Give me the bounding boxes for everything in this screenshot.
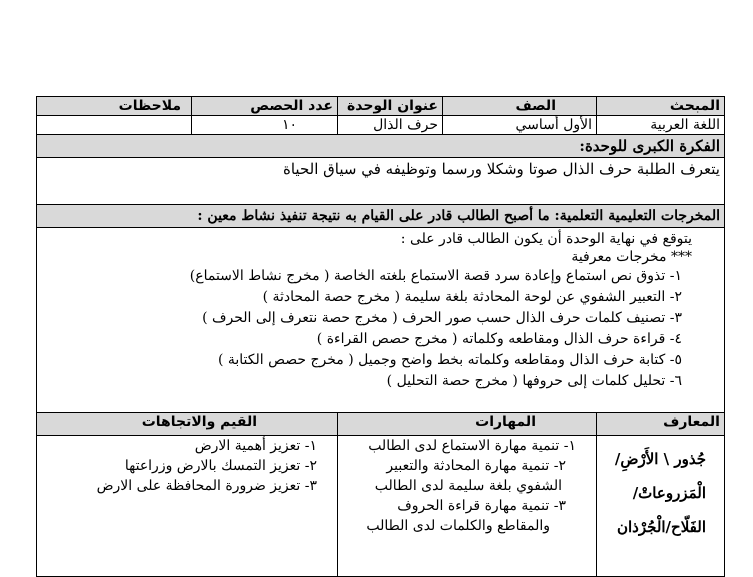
info-row (37, 116, 725, 135)
header-sessions: عدد الحصص (192, 97, 338, 116)
outcomes-subhead: *** مخرجات معرفية (571, 249, 692, 265)
outcome-item: ٤- قراءة حرف الذال ومقاطعه وكلماته ( مخرج حصص القراءة ) (316, 331, 682, 347)
knowledge-cell (597, 436, 725, 577)
skill-item: ٢- تنمية مهارة المحادثة والتعبير (386, 458, 566, 474)
value-item: ١- تعزيز أهمية الارض (194, 438, 317, 454)
unit-title-value: حرف الذال (338, 116, 443, 135)
bottom-table (36, 412, 725, 577)
value-item: ٢- تعزيز التمسك بالارض وزراعتها (124, 458, 317, 474)
outcome-item: ١- تذوق نص استماع وإعادة سرد قصة الاستماع بلغته الخاصة ( مخرج نشاط الاستماع) (189, 268, 682, 284)
grade-value: الأول أساسي (443, 116, 597, 135)
big-idea-text-row (37, 158, 725, 205)
skill-item: الشفوي بلغة سليمة لدى الطالب (374, 478, 562, 494)
header-skills: المهارات (338, 413, 597, 436)
value-item: ٣- تعزيز ضرورة المحافظة على الارض (96, 478, 317, 494)
knowledge-item: جُذور \ الأَرْضِ/ (614, 450, 706, 468)
knowledge-item: الْمَزروعاتْ/ (632, 484, 706, 502)
knowledge-item: الفَلّاح/الْجُرْذان (617, 518, 706, 536)
header-unit-title: عنوان الوحدة (338, 97, 443, 116)
values-cell (37, 436, 338, 577)
header-notes: ملاحظات (37, 97, 192, 116)
header-values: القيم والاتجاهات (37, 413, 338, 436)
outcome-item: ٣- تصنيف كلمات حرف الذال حسب صور الحرف ( مخرج حصة نتعرف إلى الحرف ) (202, 310, 682, 326)
outcomes-label-row (37, 205, 725, 228)
outcomes-body (37, 228, 725, 413)
outcomes-body-row (37, 228, 725, 413)
notes-value (37, 116, 192, 135)
header-knowledge: المعارف (597, 413, 725, 436)
unit-plan-table (36, 96, 725, 413)
big-idea-text: يتعرف الطلبة حرف الذال صوتا وشكلا ورسما وتوظيفه في سياق الحياة (37, 158, 725, 205)
outcome-item: ٦- تحليل كلمات إلى حروفها ( مخرج حصة التحليل ) (386, 373, 682, 389)
skill-item: ١- تنمية مهارة الاستماع لدى الطالب (368, 438, 576, 454)
outcomes-label: المخرجات التعليمية التعلمية: ما أصبح الطالب قادر على القيام به نتيجة تنفيذ نشاط معين : (37, 205, 725, 228)
big-idea-label-row (37, 135, 725, 158)
skills-cell (338, 436, 597, 577)
outcomes-intro: يتوقع في نهاية الوحدة أن يكون الطالب قادر على : (400, 231, 692, 247)
sessions-value: ١٠ (192, 116, 338, 135)
bottom-header-row (37, 413, 725, 436)
header-subject: المبحث (597, 97, 725, 116)
subject-value: اللغة العربية (597, 116, 725, 135)
big-idea-label: الفكرة الكبرى للوحدة: (37, 135, 725, 158)
unit-plan-document (36, 96, 724, 577)
outcome-item: ٢- التعبير الشفوي عن لوحة المحادثة بلغة سليمة ( مخرج حصة المحادثة ) (262, 289, 682, 305)
skill-item: والمقاطع والكلمات لدى الطالب (366, 518, 550, 534)
bottom-content-row (37, 436, 725, 577)
header-grade: الصف (443, 97, 597, 116)
header-row (37, 97, 725, 116)
outcome-item: ٥- كتابة حرف الذال ومقاطعه وكلماته بخط واضح وجميل ( مخرج حصص الكتابة ) (217, 352, 682, 368)
skill-item: ٣- تنمية مهارة قراءة الحروف (397, 498, 566, 514)
